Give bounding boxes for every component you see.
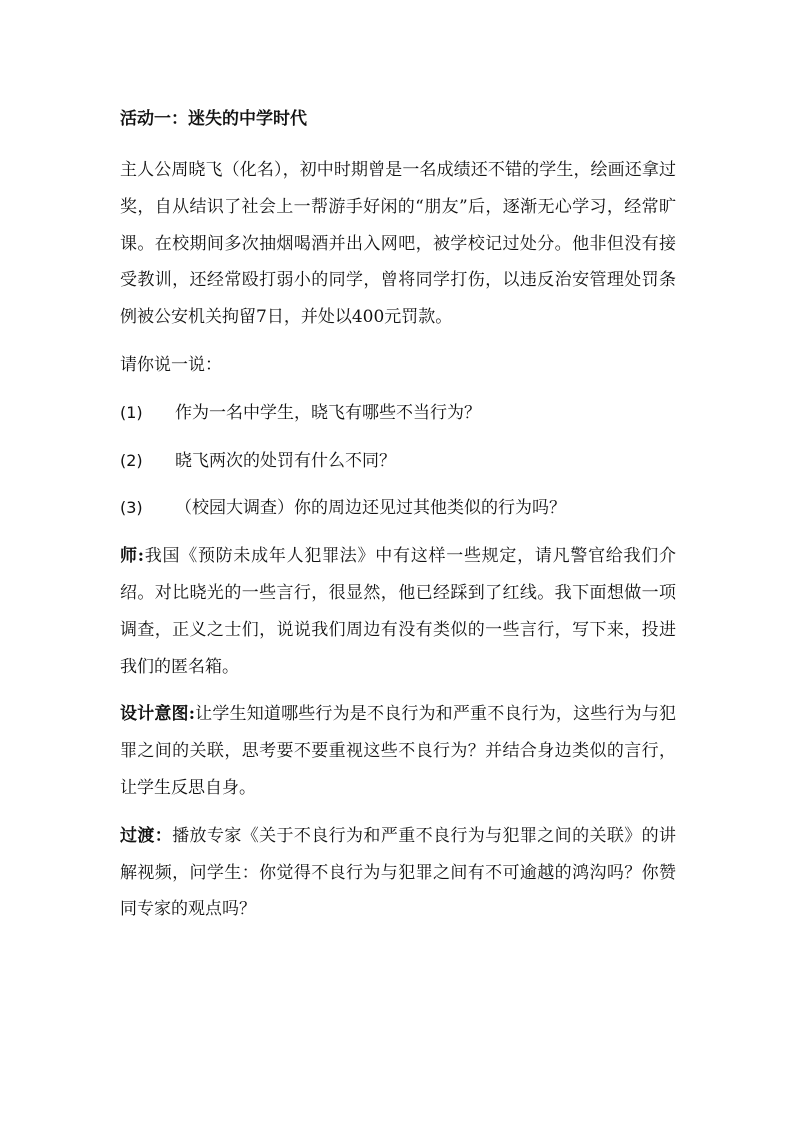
prompt-line: 请你说一说： xyxy=(120,354,222,375)
question-number: (3) xyxy=(120,498,143,518)
teacher-text: 我国《预防未成年人犯罪法》中有这样一些规定，请凡警官给我们介绍。对比晓光的一些言行，很显然，他已经踩到了红线。我下面想做一项调查，正义之士们，说说我们周边有没有类似的一些言行，写下来，投进我们的匿名箱。 xyxy=(120,546,677,677)
transition-paragraph xyxy=(120,818,676,928)
question-item xyxy=(120,490,676,527)
activity-title: 活动一：迷失的中学时代 xyxy=(120,109,307,129)
question-number: (1) xyxy=(120,402,143,422)
question-text: 作为一名中学生，晓飞有哪些不当行为？ xyxy=(175,402,481,423)
question-text: 晓飞两次的处罚有什么不同？ xyxy=(175,450,396,471)
teacher-paragraph xyxy=(120,538,676,685)
document-body xyxy=(120,104,676,939)
transition-label: 过渡： xyxy=(120,825,173,846)
question-number: (2) xyxy=(120,450,143,470)
teacher-label: 师: xyxy=(120,546,145,567)
question-text: （校园大调查）你的周边还见过其他类似的行为吗？ xyxy=(175,498,566,519)
design-intent-paragraph xyxy=(120,696,676,806)
question-item xyxy=(120,395,676,432)
transition-text: 播放专家《关于不良行为和严重不良行为与犯罪之间的关联》的讲解视频，问学生：你觉得不良行为与犯罪之间有不可逾越的鸿沟吗？你赞同专家的观点吗？ xyxy=(120,825,677,920)
design-intent-label: 设计意图: xyxy=(120,704,195,725)
story-paragraph: 主人公周晓飞（化名），初中时期曾是一名成绩还不错的学生，绘画还拿过奖，自从结识了社会上一帮游手好闲的“朋友”后，逐渐无心学习，经常旷课。在校期间多次抽烟喝酒并出入网吧，被学校记过处分。他非但没有接受教训，还经常殴打弱小的同学，曾将同学打伤，以违反治安管理处罚条例被公安机关拘留7日，并处以400元罚款。 xyxy=(120,160,676,328)
question-item xyxy=(120,443,676,480)
design-intent-text: 让学生知道哪些行为是不良行为和严重不良行为，这些行为与犯罪之间的关联，思考要不要重视这些不良行为？并结合身边类似的言行，让学生反思自身。 xyxy=(120,704,677,798)
